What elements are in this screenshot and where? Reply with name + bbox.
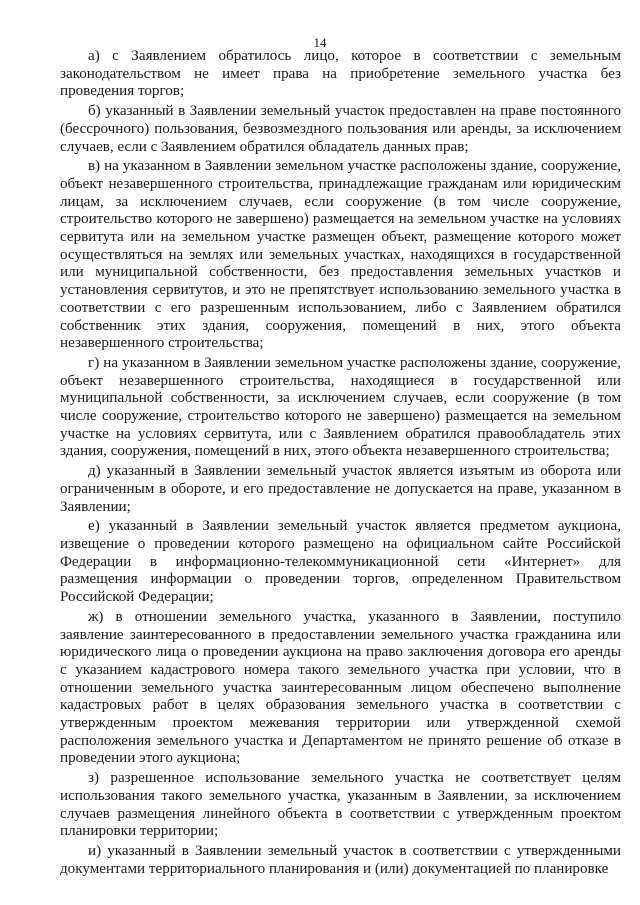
paragraph-i: и) указанный в Заявлении земельный участок в соответствии с утвержденными документами территориального планирования и (или) документацией по планировке (60, 842, 621, 877)
page-number: 14 (313, 35, 327, 50)
paragraph-d: д) указанный в Заявлении земельный участок является изъятым из оборота или ограниченным в обороте, и его предоставление не допускается на праве, указанном в Заявлении; (60, 463, 621, 515)
document-body (60, 48, 621, 880)
paragraph-g: г) на указанном в Заявлении земельном участке расположены здание, сооружение, объект незавершенного строительства, находящиеся в государственной или муниципальной собственности, за исключением случаев, если сооружение (в том числе сооружение, строительство которого не завершено) размещается на земельном участке на условиях сервитута, или с Заявлением обратился правообладатель этих здания, сооружения, помещений в них, этого объекта незавершенного строительства; (60, 354, 621, 460)
paragraph-v: в) на указанном в Заявлении земельном участке расположены здание, сооружение, объект незавершенного строительства, принадлежащие гражданам или юридическим лицам, за исключением случаев, если сооружение (в том числе сооружение, строительство которого не завершено) размещается на земельном участке на условиях сервитута или на земельном участке размещен объект, размещение которого может осуществляться на землях или земельных участках, находящихся в государственной или муниципальной собственности, без предоставления земельных участков и установления сервитутов, и это не препятствует использованию земельного участка в соответствии с его разрешенным использованием, либо с Заявлением обратился собственник этих здания, сооружения, помещений в них, этого объекта незавершенного строительства; (60, 158, 621, 352)
paragraph-e: е) указанный в Заявлении земельный участок является предметом аукциона, извещение о проведении которого размещено на официальном сайте Российской Федерации в информационно-телекоммуникационной сети «Интернет» для размещения информации о проведении торгов, определенном Правительством Российской Федерации; (60, 518, 621, 606)
paragraph-z: з) разрешенное использование земельного участка не соответствует целям использования такого земельного участка, указанным в Заявлении, за исключением случаев размещения линейного объекта в соответствии с утвержденным проектом планировки территории; (60, 770, 621, 840)
paragraph-a: а) с Заявлением обратилось лицо, которое в соответствии с земельным законодательством не имеет права на приобретение земельного участка без проведения торгов; (60, 48, 621, 100)
paragraph-b: б) указанный в Заявлении земельный участок предоставлен на праве постоянного (бессрочного) пользования, безвозмездного пользования или аренды, за исключением случаев, если с Заявлением обратился обладатель данных прав; (60, 103, 621, 155)
paragraph-zh: ж) в отношении земельного участка, указанного в Заявлении, поступило заявление заинтересованного в предоставлении земельного участка гражданина или юридического лица о проведении аукциона на право заключения договора его аренды с указанием кадастрового номера такого земельного участка при условии, что в отношении земельного участка заинтересованным лицом обеспечено выполнение кадастровых работ в целях образования земельного участка в соответствии с утвержденным проектом межевания территории или утвержденной схемой расположения земельного участка и Департаментом не принято решение об отказе в проведении этого аукциона; (60, 608, 621, 767)
